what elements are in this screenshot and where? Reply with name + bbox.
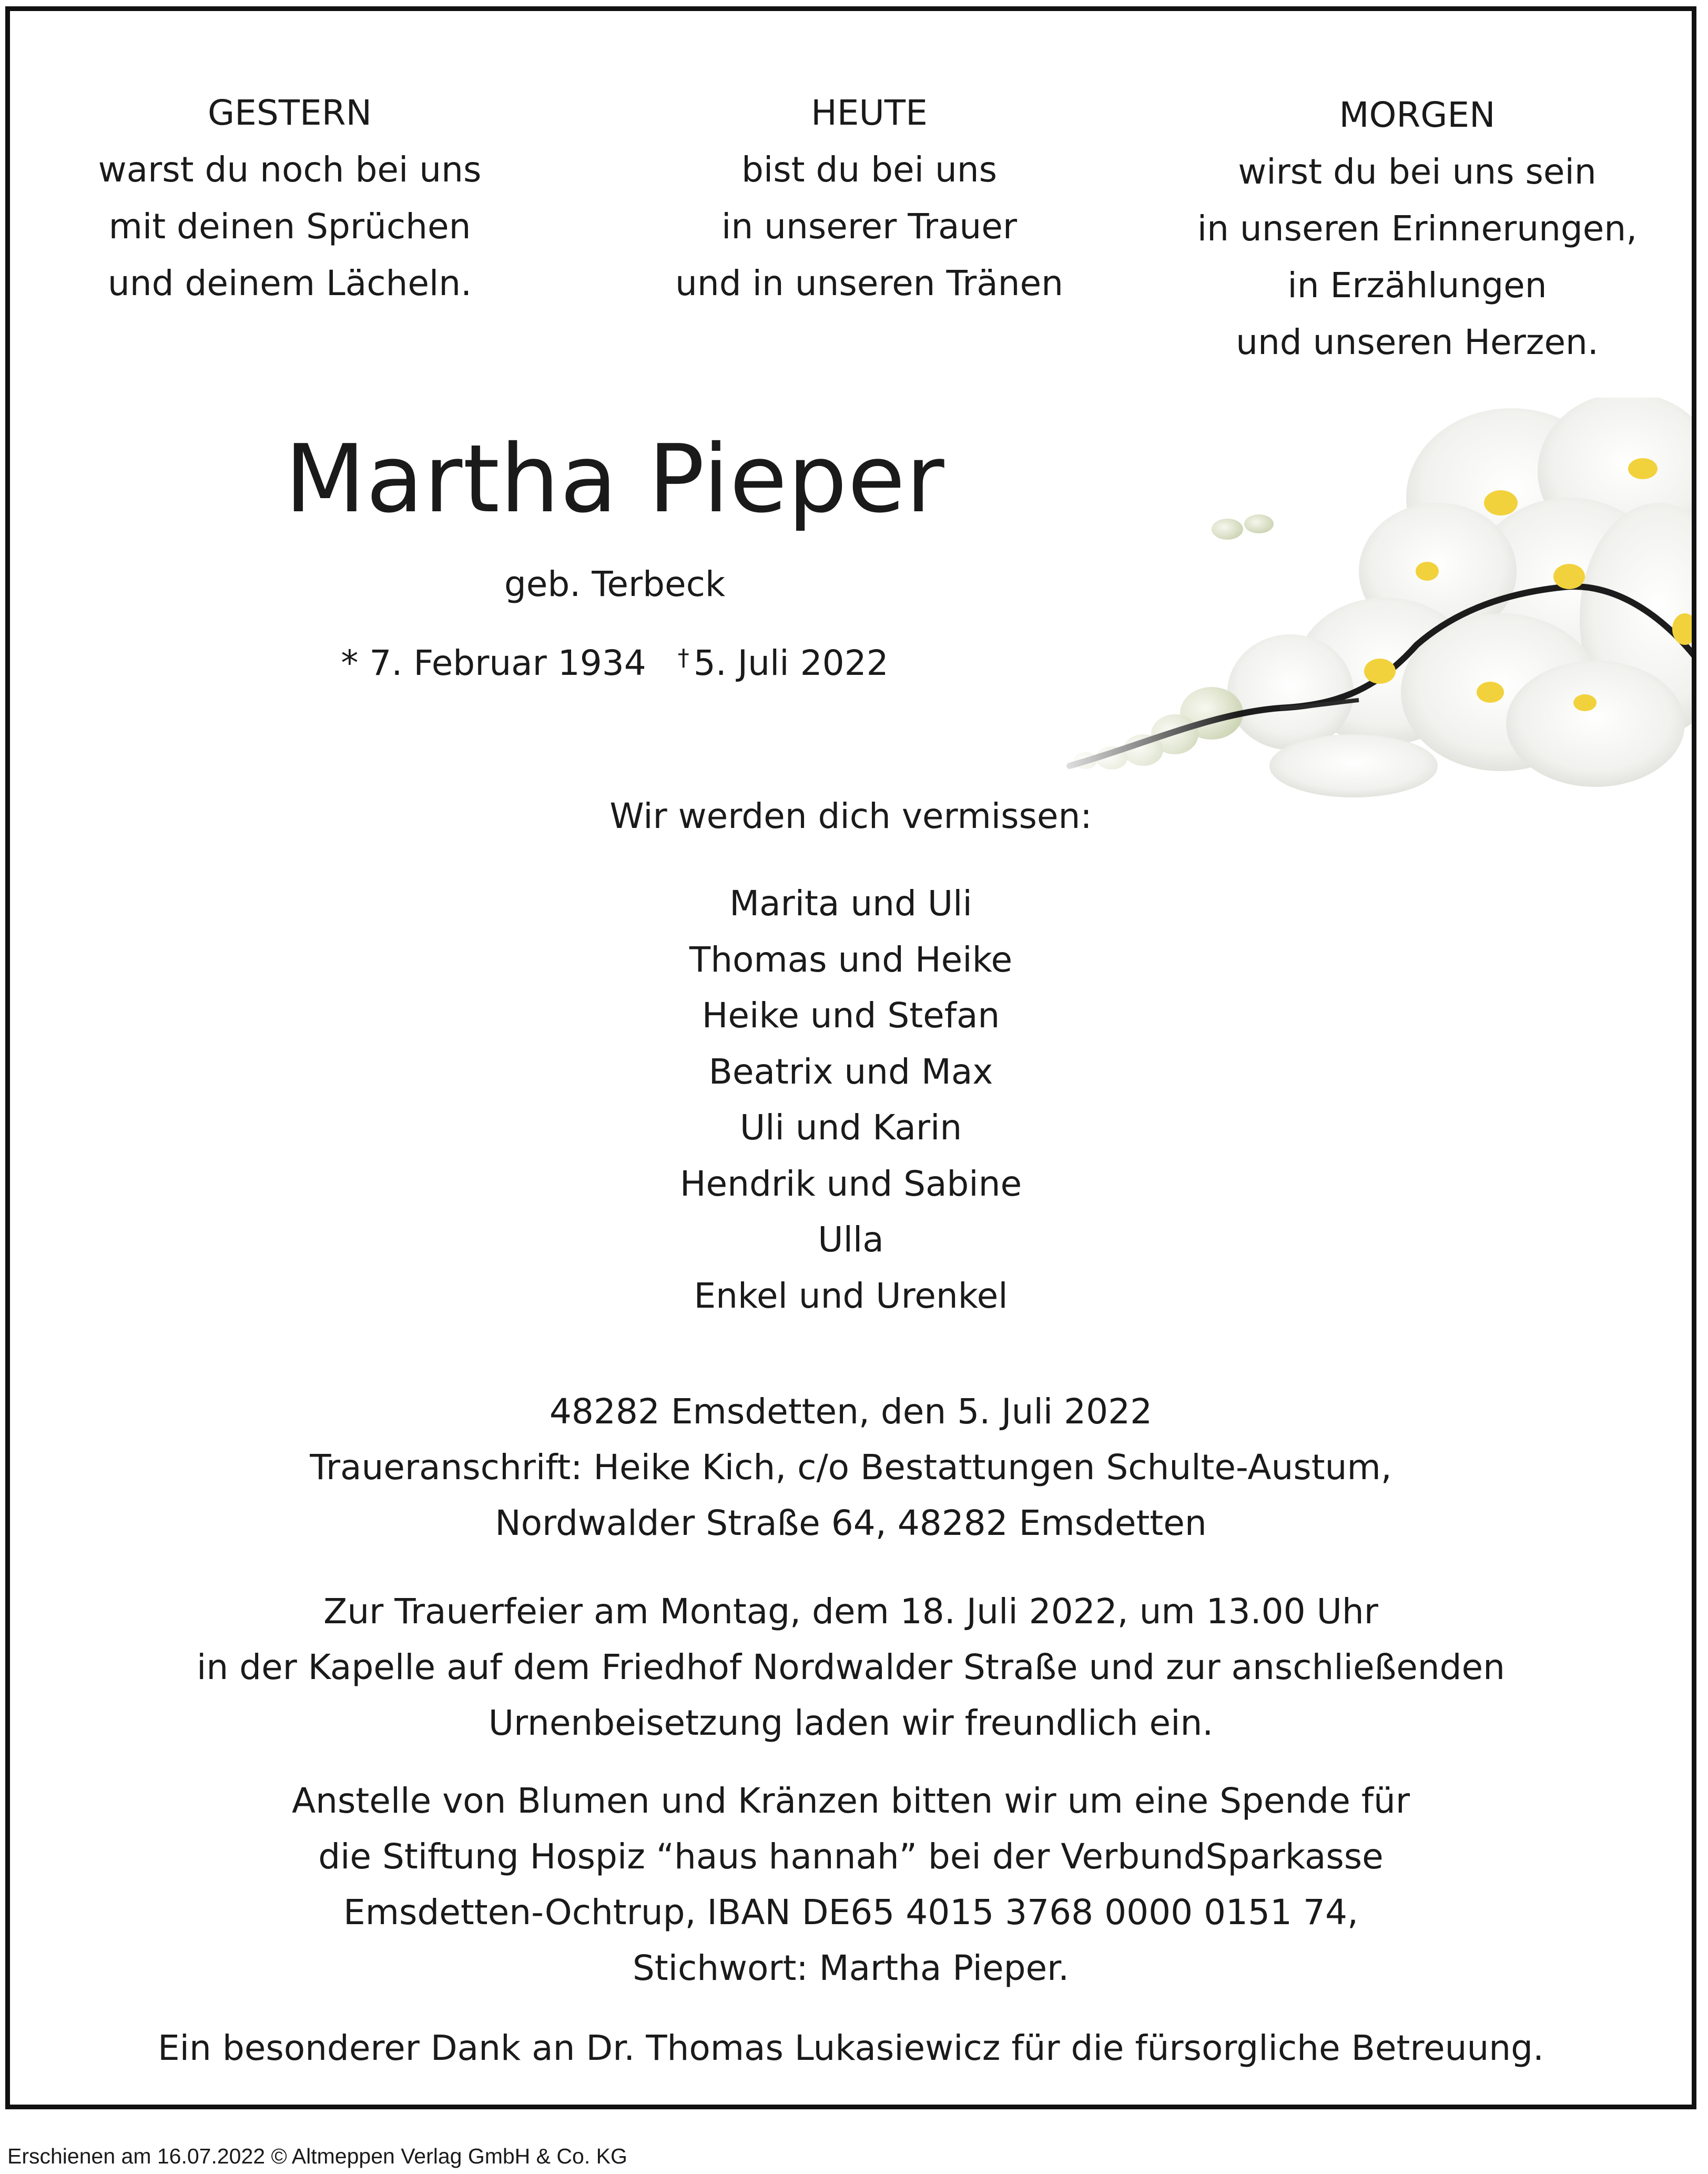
text-line: 48282 Emsdetten, den 5. Juli 2022	[549, 1391, 1153, 1432]
poem-line: und in unseren Tränen	[675, 263, 1063, 304]
text-line: Traueranschrift: Heike Kich, c/o Bestattungen Schulte-Austum,	[310, 1447, 1392, 1488]
deceased-name: Martha Pieper	[284, 424, 945, 533]
poem-line: in Erzählungen	[1287, 265, 1547, 306]
poem-line: in unserer Trauer	[721, 206, 1017, 247]
mourner-name: Marita und Uli	[729, 883, 972, 924]
text-line: Urnenbeisetzung laden wir freundlich ein.	[488, 1703, 1214, 1743]
poem-line: und deinem Lächeln.	[107, 263, 472, 304]
text-line: Nordwalder Straße 64, 48282 Emsdetten	[495, 1503, 1207, 1543]
mourners-list	[10, 876, 1692, 1324]
mourner-name: Ulla	[818, 1219, 884, 1260]
poem-line: MORGEN	[1339, 95, 1496, 135]
obituary-frame	[5, 6, 1696, 2109]
text-line: Emsdetten-Ochtrup, IBAN DE65 4015 3768 0000 0151 74,	[343, 1892, 1358, 1933]
poem-line: warst du noch bei uns	[98, 149, 482, 190]
thanks-line: Ein besonderer Dank an Dr. Thomas Lukasiewicz für die fürsorgliche Betreuung.	[157, 2028, 1544, 2068]
mourner-name: Hendrik und Sabine	[679, 1163, 1022, 1204]
place-and-address-block	[10, 1384, 1692, 1551]
mourners-intro: Wir werden dich vermissen:	[609, 796, 1092, 836]
cross-icon: †	[677, 644, 689, 671]
text-line: Anstelle von Blumen und Kränzen bitten wir um eine Spende für	[292, 1781, 1410, 1821]
mourner-name: Beatrix und Max	[708, 1051, 993, 1092]
poem-line: bist du bei uns	[741, 149, 998, 190]
death-date: 5. Juli 2022	[693, 643, 889, 683]
poem-column-yesterday	[27, 85, 553, 312]
poem-line: HEUTE	[811, 93, 928, 133]
poem-line: wirst du bei uns sein	[1238, 151, 1597, 192]
text-line: Zur Trauerfeier am Montag, dem 18. Juli 2022, um 13.00 Uhr	[323, 1591, 1378, 1632]
birth-name: geb. Terbeck	[504, 564, 726, 604]
donation-request-block	[10, 1773, 1692, 1996]
birth-date: * 7. Februar 1934	[341, 643, 646, 683]
poem-line: in unseren Erinnerungen,	[1197, 208, 1638, 249]
poem-column-today	[606, 85, 1132, 312]
poem-line: und unseren Herzen.	[1236, 322, 1599, 362]
mourner-name: Uli und Karin	[739, 1107, 962, 1148]
text-line: in der Kapelle auf dem Friedhof Nordwalder Straße und zur anschließenden	[197, 1647, 1505, 1687]
publication-footer: Erschienen am 16.07.2022 © Altmeppen Verlag GmbH & Co. KG	[7, 2144, 627, 2168]
life-dates	[10, 632, 1219, 690]
poem-column-tomorrow	[1154, 87, 1680, 371]
mourner-name: Enkel und Urenkel	[694, 1275, 1008, 1316]
funeral-notice-block	[10, 1584, 1692, 1751]
mourner-name: Heike und Stefan	[702, 995, 1000, 1036]
text-line: Stichwort: Martha Pieper.	[632, 1948, 1070, 1988]
text-line: die Stiftung Hospiz “haus hannah” bei der VerbundSparkasse	[318, 1836, 1384, 1877]
mourner-name: Thomas und Heike	[689, 939, 1013, 980]
poem-line: mit deinen Sprüchen	[108, 206, 471, 247]
poem-line: GESTERN	[208, 93, 372, 133]
